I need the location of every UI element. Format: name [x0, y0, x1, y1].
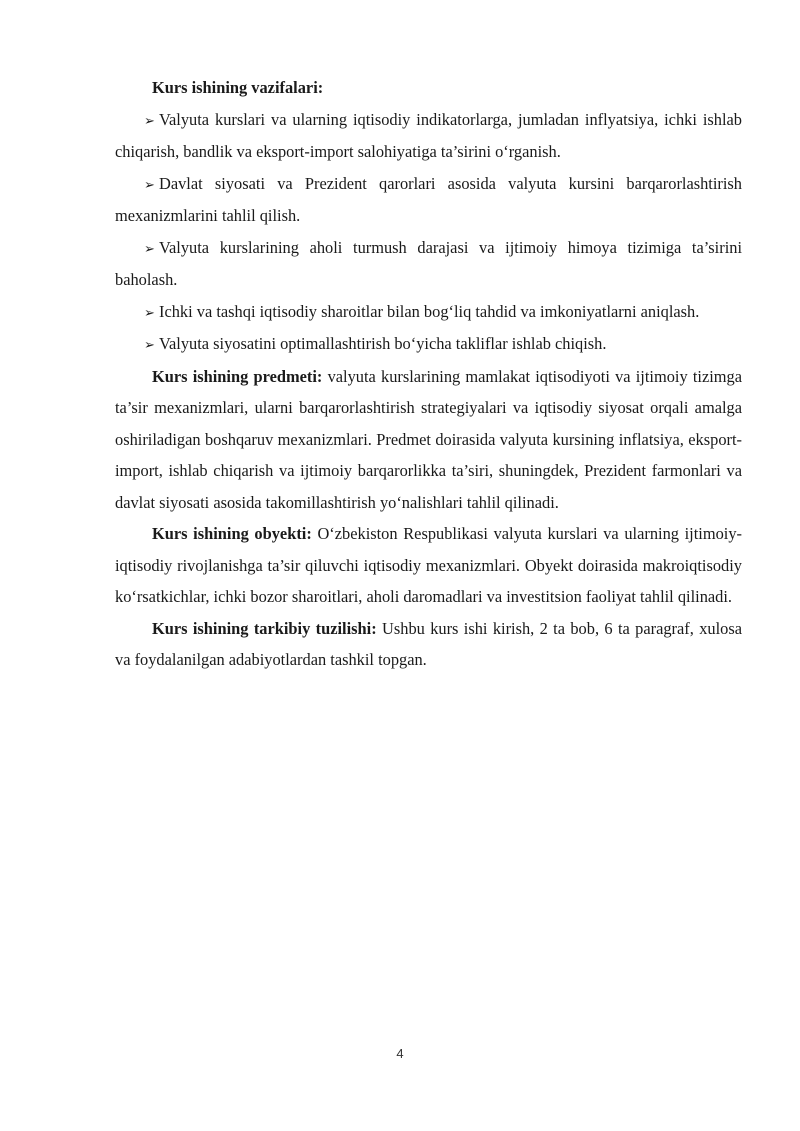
- arrow-bullet-icon: ➢: [144, 304, 155, 320]
- task-item-1: [115, 104, 742, 168]
- task-item-3: [115, 232, 742, 296]
- structure-paragraph: [115, 613, 742, 676]
- arrow-bullet-icon: ➢: [144, 240, 155, 256]
- task-item-4: [115, 296, 742, 329]
- arrow-bullet-icon: ➢: [144, 176, 155, 192]
- subject-label: Kurs ishining predmeti:: [152, 366, 323, 386]
- structure-text: Ushbu kurs ishi kirish, 2 ta bob, 6 ta paragraf, xulosa va foydalanilgan adabiyotlardan tashkil topgan.: [115, 618, 742, 669]
- page-number: 4: [396, 1046, 404, 1061]
- structure-label: Kurs ishining tarkibiy tuzilishi:: [152, 618, 377, 638]
- object-text: O‘zbekiston Respublikasi valyuta kurslari va ularning ijtimoiy-iqtisodiy rivojlanishga ta’sir qiluvchi iqtisodiy mexanizmlari. Obyekt doirasida makroiqtisodiy ko‘rsatkichlar, ichki bozor sharoitlari, aholi daromadlari va investitsion faoliyat tahlil qilinadi.: [115, 524, 742, 606]
- subject-paragraph: [115, 361, 742, 519]
- subject-text: valyuta kurslarining mamlakat iqtisodiyoti va ijtimoiy tizimga ta’sir mexanizmlari, ularni barqarorlashtirish strategiyalari va iqtisodiy siyosat orqali amalga oshiriladigan boshqaruv mexanizmlari. Predmet doirasida valyuta kursining inflatsiya, eksport-import, ishlab chiqarish va ijtimoiy barqarorlikka ta’siri, shuningdek, Prezident farmonlari va davlat siyosati asosida takomillashtirish yo‘nalishlari tahlil qilinadi.: [115, 366, 742, 512]
- task-item-2: [115, 168, 742, 232]
- object-paragraph: [115, 518, 742, 613]
- task-text: Valyuta siyosatini optimallashtirish bo‘yicha takliflar ishlab chiqish.: [159, 334, 607, 353]
- object-label: Kurs ishining obyekti:: [152, 524, 312, 543]
- task-text: Davlat siyosati va Prezident qarorlari asosida valyuta kursini barqarorlashtirish mexanizmlarini tahlil qilish.: [115, 173, 742, 225]
- task-text: Valyuta kurslarining aholi turmush darajasi va ijtimoiy himoya tizimiga ta’sirini baholash.: [115, 237, 742, 289]
- task-item-5: [115, 328, 742, 361]
- document-page: [115, 72, 742, 676]
- arrow-bullet-icon: ➢: [144, 112, 155, 128]
- task-text: Valyuta kurslari va ularning iqtisodiy indikatorlarga, jumladan inflyatsiya, ichki ishlab chiqarish, bandlik va eksport-import salohiyatiga ta’sirini o‘rganish.: [115, 109, 742, 161]
- arrow-bullet-icon: ➢: [144, 337, 155, 352]
- tasks-heading: Kurs ishining vazifalari:: [152, 78, 324, 97]
- task-text: Ichki va tashqi iqtisodiy sharoitlar bilan bog‘liq tahdid va imkoniyatlarni aniqlash.: [159, 301, 700, 321]
